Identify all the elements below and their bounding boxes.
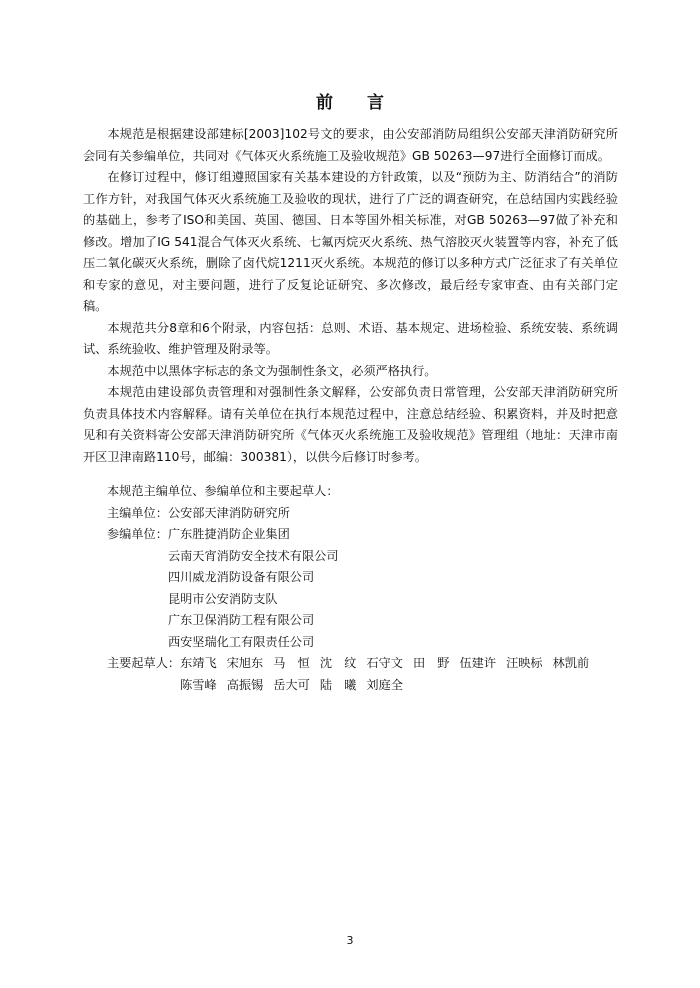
- drafter-name: 林凯前: [552, 656, 590, 670]
- participant-unit: 云南天宵消防安全技术有限公司: [167, 548, 339, 563]
- drafter-name: 汪映标: [506, 656, 543, 670]
- drafter-name: 沈 纹: [319, 656, 357, 670]
- participants-row: [83, 524, 623, 653]
- drafter-name: 陈雪峰: [180, 677, 217, 692]
- participant-unit: 广东胜捷消防企业集团: [167, 527, 290, 541]
- paragraph: 本规范中以黑体字标志的条文为强制性条文，必须严格执行。: [107, 363, 437, 378]
- participants-label: 参编单位：: [107, 527, 168, 541]
- chief-unit-name: 公安部天津消防研究所: [167, 505, 290, 520]
- credits-heading: 本规范主编单位、参编单位和主要起草人：: [107, 484, 339, 498]
- drafter-name: 伍建许: [459, 656, 497, 670]
- participant-unit: 西安坚瑞化工有限责任公司: [167, 634, 315, 649]
- participants-list: [168, 524, 339, 653]
- drafter-name: 刘庭全: [366, 677, 403, 692]
- paragraph: 本规范是根据建设部建标[2003]102号文的要求，由公安部消防局组织公安部天津消防研究所会同有关参编单位，共同对《气体灭火系统施工及验收规范》GB 50263—97进行全面修订而成。: [83, 127, 618, 163]
- paragraph: 本规范共分8章和6个附录，内容包括：总则、术语、基本规定、进场检验、系统安装、系统调试、系统验收、维护管理及附录等。: [83, 320, 618, 356]
- chief-unit-label: 主编单位：: [107, 505, 168, 520]
- drafters-label: 主要起草人：: [107, 656, 181, 670]
- paragraph: 本规范由建设部负责管理和对强制性条文解释，公安部负责日常管理，公安部天津消防研究所负责具体技术内容解释。请有关单位在执行本规范过程中，注意总结经验、积累资料，并及时把意见和有关资料寄公安部天津消防研究所《气体灭火系统施工及验收规范》管理组（地址：天津市南开区卫津南路110号，邮编：300381），以供今后修订时参考。: [83, 385, 618, 464]
- drafter-name: 东靖飞: [180, 656, 217, 670]
- chief-unit-row: [83, 503, 623, 525]
- participant-unit: 四川威龙消防设备有限公司: [167, 570, 315, 584]
- credits-section: [83, 481, 623, 696]
- preface-body: [83, 124, 618, 468]
- drafter-name: 陆 曦: [319, 677, 357, 692]
- drafter-name: 高振锡: [226, 677, 264, 692]
- participant-unit: 昆明市公安消防支队: [167, 591, 278, 606]
- drafter-name: 岳大可: [273, 677, 310, 692]
- drafter-name: 田 野: [412, 656, 450, 670]
- drafters-list: [180, 653, 620, 696]
- drafter-name: 石守文: [366, 656, 403, 670]
- page-title: 前 言: [316, 93, 398, 113]
- drafters-row: [83, 653, 623, 696]
- drafter-name: 宋旭东: [226, 656, 264, 670]
- page-number: 3: [346, 934, 354, 947]
- participant-unit: 广东卫保消防工程有限公司: [167, 613, 315, 627]
- drafter-name: 马 恒: [273, 656, 310, 670]
- paragraph: 在修订过程中，修订组遵照国家有关基本建设的方针政策，以及“预防为主、防消结合”的消防工作方针，对我国气体灭火系统施工及验收的现状，进行了广泛的调查研究，在总结国内实践经验的基础上，参考了ISO和美国、英国、德国、日本等国外相关标准，对GB 50263—97做了补充和修改。增加了IG 541混合气体灭火系统、七氟丙烷灭火系统、热气溶胶灭火装置等内容，补充了低压二氧化碳灭火系统，删除了卤代烷1211灭火系统。本规范的修订以多种方式广泛征求了有关单位和专家的意见，对主要问题，进行了反复论证研究、多次修改，最后经专家审查、由有关部门定稿。: [83, 170, 618, 313]
